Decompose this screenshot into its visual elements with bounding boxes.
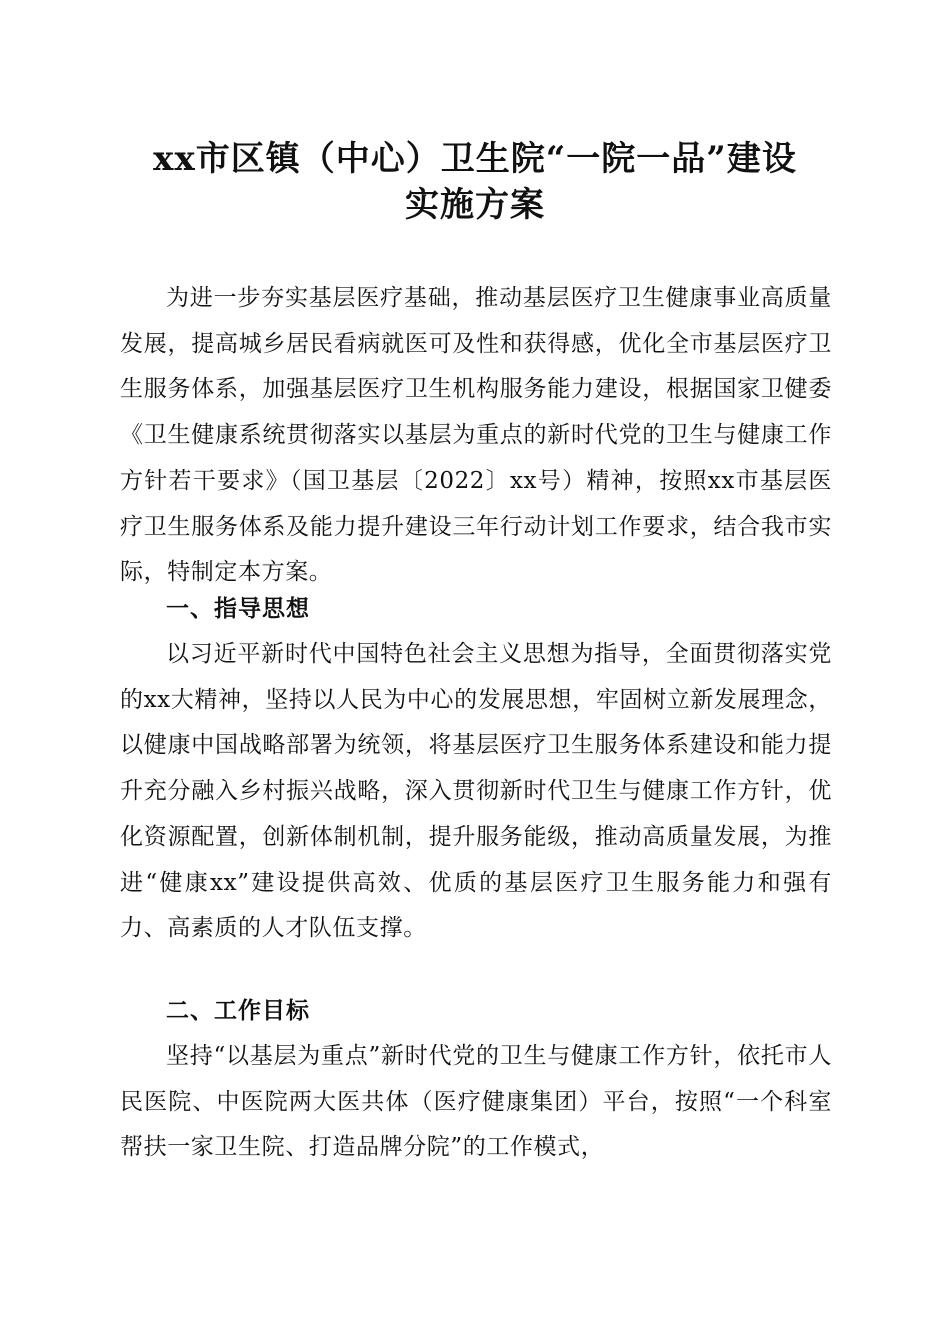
intro-paragraph: 为进一步夯实基层医疗基础，推动基层医疗卫生健康事业高质量发展，提高城乡居民看病就医可及性和获得感，优化全市基层医疗卫生服务体系，加强基层医疗卫生机构服务能力建设，根据国家卫健委《卫生健康系统贯彻落实以基层为重点的新时代党的卫生与健康工作方针若干要求》（国卫基层〔2022〕xx号）精神，按照xx市基层医疗卫生服务体系及能力提升建设三年行动计划工作要求，结合我市实际，特制定本方案。 [120, 285, 832, 586]
document-title-line-1: xx市区镇（中心）卫生院“一院一品”建设 [153, 139, 797, 179]
document-title-line-2: 实施方案 [405, 185, 545, 225]
section-heading-guiding-thought: 一、指导思想 [166, 596, 310, 622]
section-body-work-goals: 坚持“以基层为重点”新时代党的卫生与健康工作方针，依托市人民医院、中医院两大医共体（医疗健康集团）平台，按照“一个科室帮扶一家卫生院、打造品牌分院”的工作模式， [120, 1043, 832, 1161]
section-heading-work-goals: 二、工作目标 [166, 998, 310, 1024]
section-body-guiding-thought: 以习近平新时代中国特色社会主义思想为指导，全面贯彻落实党的xx大精神，坚持以人民为中心的发展思想，牢固树立新发展理念，以健康中国战略部署为统领，将基层医疗卫生服务体系建设和能力提升充分融入乡村振兴战略，深入贯彻新时代卫生与健康工作方针，优化资源配置，创新体制机制，提升服务能级，推动高质量发展，为推进“健康xx”建设提供高效、优质的基层医疗卫生服务能力和强有力、高素质的人才队伍支撑。 [120, 641, 832, 942]
